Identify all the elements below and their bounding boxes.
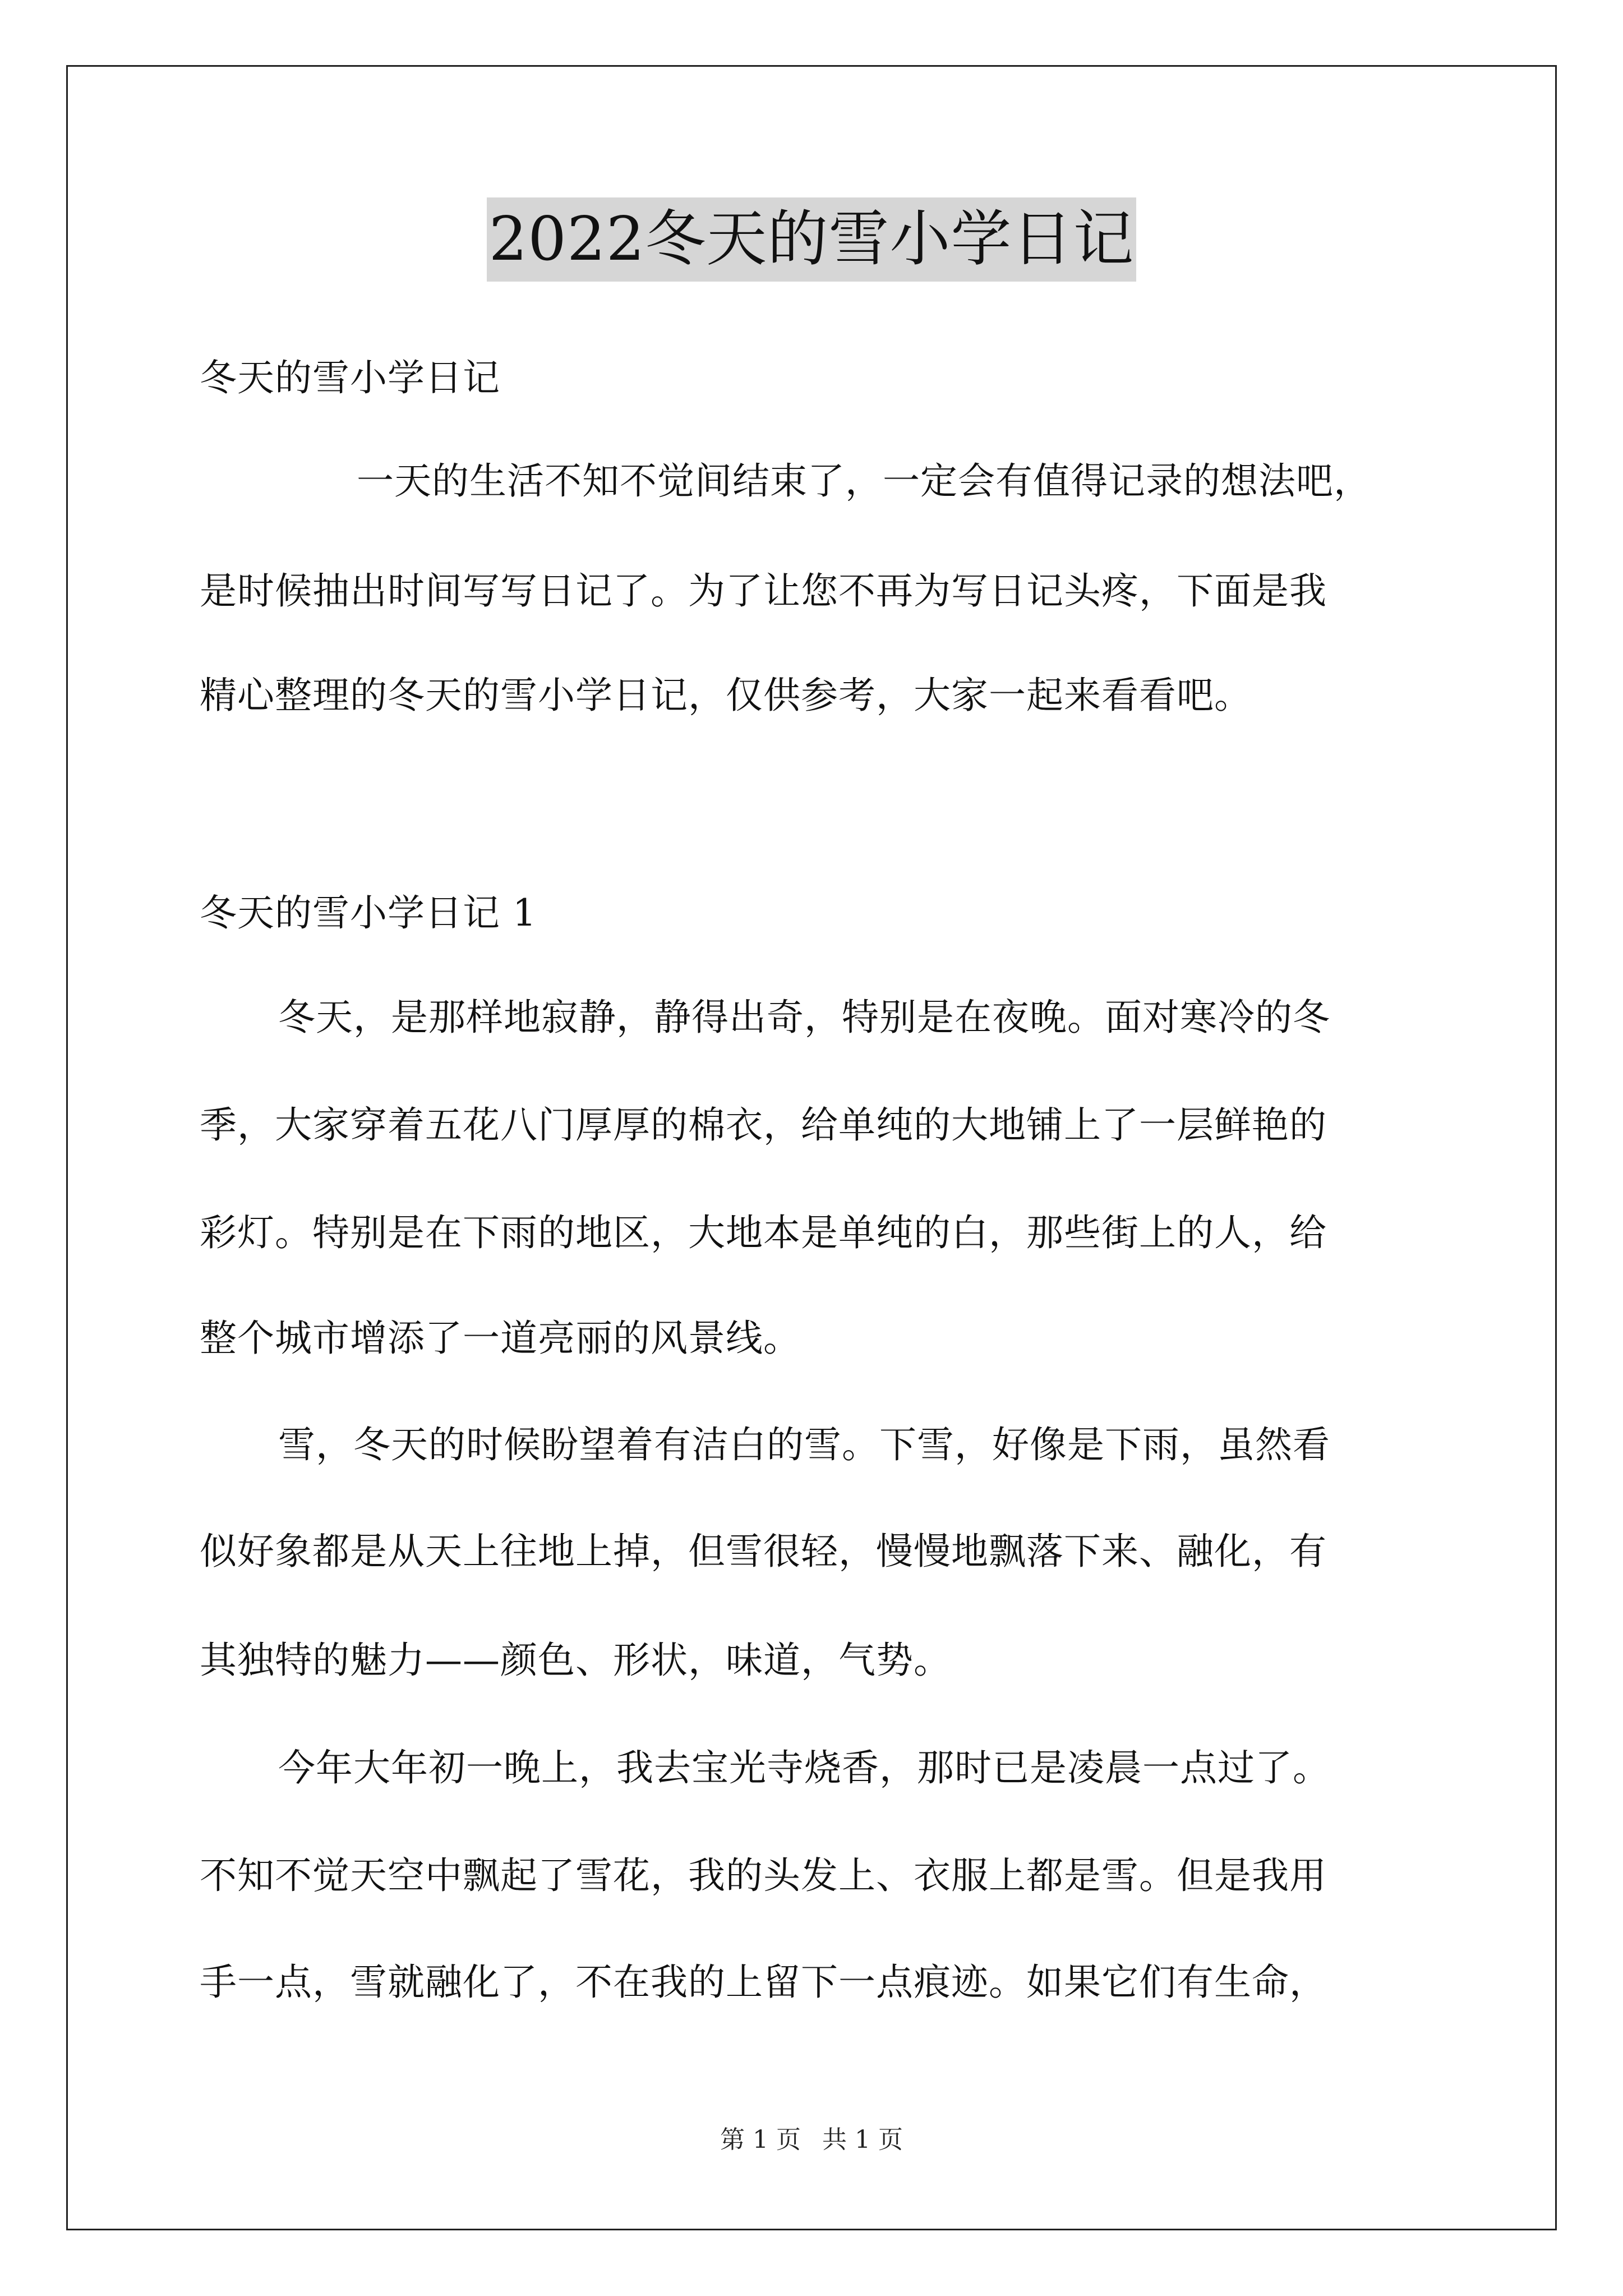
body-line-4: 整个城市增添了一道亮丽的风景线。 <box>200 1317 801 1360</box>
document-title-text: 2022冬天的雪小学日记 <box>487 197 1137 282</box>
body-line-6: 似好象都是从天上往地上掉，但雪很轻，慢慢地飘落下来、融化，有 <box>200 1530 1327 1573</box>
section-heading: 冬天的雪小学日记 1 <box>200 891 537 935</box>
intro-line-2: 是时候抽出时间写写日记了。为了让您不再为写日记头疼，下面是我 <box>200 569 1327 613</box>
document-subtitle: 冬天的雪小学日记 <box>200 356 500 399</box>
document-title <box>0 197 1623 282</box>
page-number: 第 1 页 <box>720 2125 801 2154</box>
body-line-10: 手一点，雪就融化了，不在我的上留下一点痕迹。如果它们有生命， <box>200 1961 1327 2004</box>
body-line-1: 冬天，是那样地寂静，静得出奇，特别是在夜晚。面对寒冷的冬 <box>278 996 1330 1039</box>
intro-line-3: 精心整理的冬天的雪小学日记，仅供参考，大家一起来看看吧。 <box>200 674 1252 717</box>
body-line-9: 不知不觉天空中飘起了雪花，我的头发上、衣服上都是雪。但是我用 <box>200 1854 1327 1897</box>
body-line-8: 今年大年初一晚上，我去宝光寺烧香，那时已是凌晨一点过了。 <box>278 1746 1330 1789</box>
body-line-2: 季，大家穿着五花八门厚厚的棉衣，给单纯的大地铺上了一层鲜艳的 <box>200 1103 1327 1147</box>
body-line-3: 彩灯。特别是在下雨的地区，大地本是单纯的白，那些街上的人，给 <box>200 1211 1327 1254</box>
page-total: 共 1 页 <box>822 2125 903 2154</box>
body-line-7: 其独特的魅力——颜色、形状，味道，气势。 <box>200 1639 951 1682</box>
intro-line-1: 一天的生活不知不觉间结束了，一定会有值得记录的想法吧， <box>357 459 1371 503</box>
body-line-5: 雪，冬天的时候盼望着有洁白的雪。下雪，好像是下雨，虽然看 <box>278 1423 1330 1466</box>
page-footer <box>0 2123 1623 2157</box>
